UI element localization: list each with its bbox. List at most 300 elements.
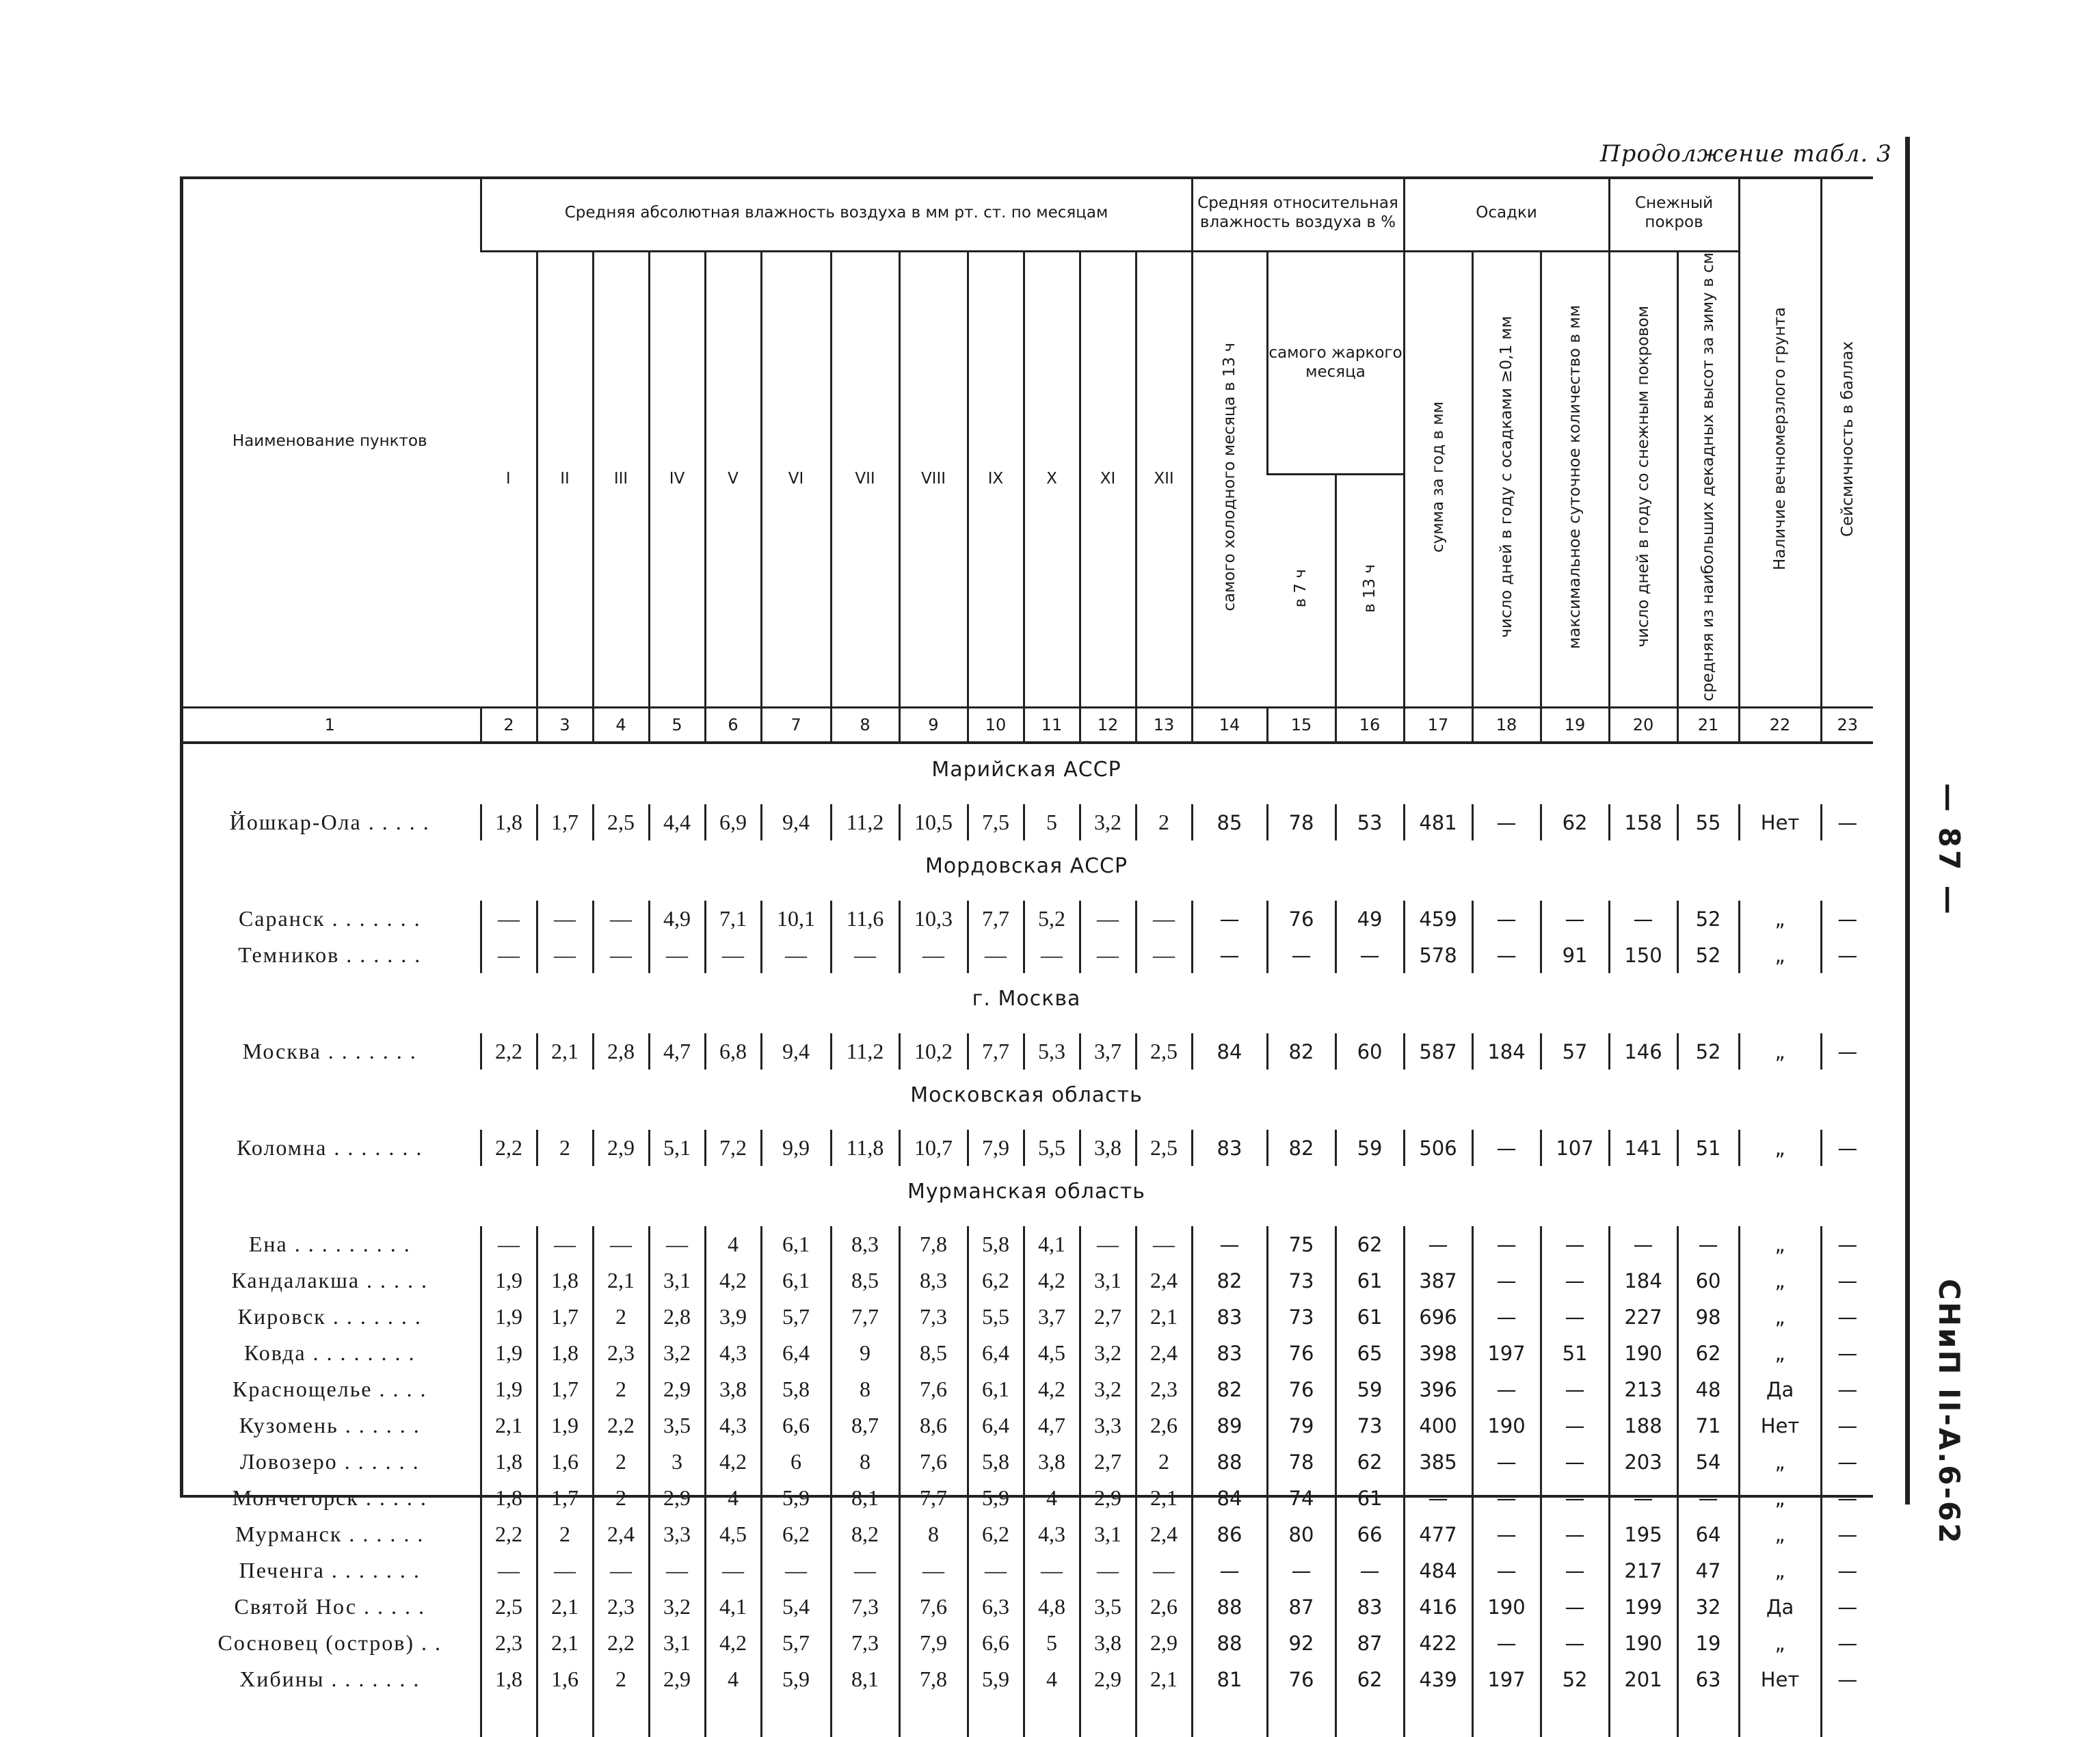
empty-cell <box>537 1697 593 1737</box>
table-cell: 1,8 <box>481 1444 537 1480</box>
empty-cell <box>649 1697 705 1737</box>
section-spacer <box>180 1217 1873 1226</box>
table-cell: 3,2 <box>1080 1371 1136 1407</box>
table-cell: 73 <box>1335 1407 1404 1444</box>
table-cell: 76 <box>1267 1661 1335 1697</box>
table-row <box>180 937 1873 973</box>
header-month: II <box>537 252 593 708</box>
table-cell: 4 <box>705 1480 761 1516</box>
table-cell: 4,3 <box>705 1335 761 1371</box>
table-cell: — <box>1821 1444 1873 1480</box>
table-row <box>180 1589 1873 1625</box>
table-cell: 1,7 <box>537 1299 593 1335</box>
header-month: X <box>1024 252 1080 708</box>
table-cell: „ <box>1739 1516 1821 1552</box>
table-cell: — <box>481 901 537 937</box>
table-cell: 63 <box>1677 1661 1739 1697</box>
table-cell: 141 <box>1609 1130 1677 1166</box>
table-cell: — <box>1404 1480 1472 1516</box>
table-cell: 2 <box>593 1661 649 1697</box>
column-number: 2 <box>481 708 537 743</box>
table-cell: 6,3 <box>968 1589 1024 1625</box>
table-row <box>180 1552 1873 1589</box>
table-cell: 83 <box>1335 1589 1404 1625</box>
table-cell: 7,7 <box>968 901 1024 937</box>
table-cell: 2,5 <box>1136 1130 1192 1166</box>
table-cell: 3,8 <box>1080 1625 1136 1661</box>
table-cell: 7,7 <box>968 1033 1024 1070</box>
empty-cell <box>593 1697 649 1737</box>
table-cell: 7,8 <box>899 1226 968 1262</box>
table-cell: — <box>1677 1226 1739 1262</box>
table-cell: 3,2 <box>1080 1335 1136 1371</box>
table-cell: 4 <box>705 1226 761 1262</box>
table-cell: 7,7 <box>831 1299 899 1335</box>
table-cell: 3,1 <box>649 1625 705 1661</box>
table-cell: — <box>481 1226 537 1262</box>
table-cell: — <box>481 1552 537 1589</box>
table-cell: 422 <box>1404 1625 1472 1661</box>
table-cell: „ <box>1739 1480 1821 1516</box>
table-cell: 5,5 <box>968 1299 1024 1335</box>
table-cell: 195 <box>1609 1516 1677 1552</box>
table-cell: 10,3 <box>899 901 968 937</box>
table-cell: 158 <box>1609 804 1677 840</box>
table-cell: 7,6 <box>899 1444 968 1480</box>
table-cell: 86 <box>1192 1516 1267 1552</box>
table-cell: 6,2 <box>968 1262 1024 1299</box>
table-row <box>180 1226 1873 1262</box>
column-number: 20 <box>1609 708 1677 743</box>
table-cell: 51 <box>1677 1130 1739 1166</box>
table-cell: 84 <box>1192 1033 1267 1070</box>
table-cell: 188 <box>1609 1407 1677 1444</box>
table-cell: 1,8 <box>481 804 537 840</box>
table-left-rule <box>180 176 183 1496</box>
table-cell: — <box>1024 937 1080 973</box>
table-cell: 6 <box>761 1444 831 1480</box>
table-cell: 6,9 <box>705 804 761 840</box>
table-cell: 10,5 <box>899 804 968 840</box>
table-cell: 2,8 <box>649 1299 705 1335</box>
table-cell: 5,3 <box>1024 1033 1080 1070</box>
table-cell: 184 <box>1609 1262 1677 1299</box>
table-cell: 8,7 <box>831 1407 899 1444</box>
section-title: Московская область <box>910 1083 1143 1107</box>
table-cell: 75 <box>1267 1226 1335 1262</box>
table-cell: 54 <box>1677 1444 1739 1480</box>
table-cell: — <box>1609 901 1677 937</box>
table-cell: 3,8 <box>1080 1130 1136 1166</box>
table-cell: 696 <box>1404 1299 1472 1335</box>
table-cell: — <box>1541 1407 1609 1444</box>
table-body <box>180 743 1873 1737</box>
table-cell: 2,2 <box>481 1033 537 1070</box>
table-cell: 3,5 <box>649 1407 705 1444</box>
table-cell: 578 <box>1404 937 1472 973</box>
empty-cell <box>761 1697 831 1737</box>
table-cell: 4,3 <box>1024 1516 1080 1552</box>
table-cell: — <box>593 1226 649 1262</box>
table-cell: „ <box>1739 1335 1821 1371</box>
table-cell: 5,8 <box>761 1371 831 1407</box>
table-cell: 1,8 <box>537 1335 593 1371</box>
table-cell: 8 <box>831 1371 899 1407</box>
table-cell: 8,1 <box>831 1661 899 1697</box>
table-cell: 78 <box>1267 804 1335 840</box>
section-title: Мурманская область <box>907 1179 1145 1204</box>
section-spacer <box>180 891 1873 901</box>
table-cell: 78 <box>1267 1444 1335 1480</box>
table-cell: — <box>537 1552 593 1589</box>
table-cell: 10,1 <box>761 901 831 937</box>
table-cell: 82 <box>1192 1371 1267 1407</box>
header-month: I <box>481 252 537 708</box>
table-cell: — <box>1472 1299 1541 1335</box>
table-cell: — <box>1821 937 1873 973</box>
table-cell: 3,5 <box>1080 1589 1136 1625</box>
header-abs-humidity: Средняя абсолютная влажность воздуха в мм рт. ст. по месяцам <box>481 176 1192 252</box>
table-cell: 184 <box>1472 1033 1541 1070</box>
table-cell: Нет <box>1739 1407 1821 1444</box>
column-number: 15 <box>1267 708 1335 743</box>
table-cell: 2,2 <box>593 1407 649 1444</box>
table-cell: Нет <box>1739 1661 1821 1697</box>
header-precip-max: максимальное суточное количество в мм <box>1541 252 1609 708</box>
table-cell: 2 <box>593 1371 649 1407</box>
table-cell: 5,8 <box>968 1444 1024 1480</box>
table-cell: 4,5 <box>705 1516 761 1552</box>
table-cell: — <box>1136 937 1192 973</box>
table-cell: — <box>1821 1226 1873 1262</box>
table-cell: 2,5 <box>593 804 649 840</box>
table-cell: 6,8 <box>705 1033 761 1070</box>
table-cell: 98 <box>1677 1299 1739 1335</box>
table-cell: — <box>1192 937 1267 973</box>
header-row-top <box>180 176 1873 252</box>
column-number: 14 <box>1192 708 1267 743</box>
table-cell: 2,9 <box>649 1371 705 1407</box>
table-cell: 5,7 <box>761 1299 831 1335</box>
table-row <box>180 901 1873 937</box>
table-cell: 439 <box>1404 1661 1472 1697</box>
table-cell: — <box>1080 901 1136 937</box>
table-cell: — <box>1472 1480 1541 1516</box>
table-cell: 61 <box>1335 1480 1404 1516</box>
table-cell: 1,9 <box>537 1407 593 1444</box>
table-cell: „ <box>1739 1552 1821 1589</box>
table-cell: 2 <box>1136 1444 1192 1480</box>
column-number-row <box>180 708 1873 743</box>
table-cell: 416 <box>1404 1589 1472 1625</box>
header-permafrost: Наличие вечномерзлого грунта <box>1739 176 1821 708</box>
table-cell: 9,4 <box>761 804 831 840</box>
table-cell: 59 <box>1335 1371 1404 1407</box>
table-cell: — <box>1472 901 1541 937</box>
table-cell: 190 <box>1472 1407 1541 1444</box>
section-header-row <box>180 973 1873 1024</box>
header-name: Наименование пунктов <box>180 176 481 708</box>
table-cell: — <box>1472 1552 1541 1589</box>
table-cell: 7,1 <box>705 901 761 937</box>
table-cell: 1,7 <box>537 1371 593 1407</box>
table-cell: 4,2 <box>705 1262 761 1299</box>
table-cell: 477 <box>1404 1516 1472 1552</box>
table-cell: — <box>1136 901 1192 937</box>
empty-cell <box>968 1697 1024 1737</box>
header-at-13h: в 13 ч <box>1335 475 1404 708</box>
column-number: 18 <box>1472 708 1541 743</box>
table-cell: 87 <box>1335 1625 1404 1661</box>
page-spine-rule <box>1905 137 1910 1504</box>
table-row <box>180 1516 1873 1552</box>
table-cell: — <box>1192 901 1267 937</box>
table-cell: Да <box>1739 1589 1821 1625</box>
table-cell: 8,2 <box>831 1516 899 1552</box>
table-cell: 55 <box>1677 804 1739 840</box>
column-number: 5 <box>649 708 705 743</box>
table-cell: 91 <box>1541 937 1609 973</box>
column-number: 1 <box>180 708 481 743</box>
table-cell: — <box>649 1226 705 1262</box>
spacer-cell <box>180 795 1873 804</box>
table-cell: 3,2 <box>649 1335 705 1371</box>
column-number: 7 <box>761 708 831 743</box>
table-cell: 7,3 <box>831 1589 899 1625</box>
table-cell: 2,4 <box>1136 1262 1192 1299</box>
table-cell: 7,9 <box>968 1130 1024 1166</box>
empty-cell <box>1192 1697 1267 1737</box>
table-cell: — <box>1080 1552 1136 1589</box>
table-top-rule <box>180 176 1873 179</box>
table-cell: — <box>705 937 761 973</box>
table-cell: 8,6 <box>899 1407 968 1444</box>
table-cell: — <box>1821 1407 1873 1444</box>
table-cell: 150 <box>1609 937 1677 973</box>
table-cell: 11,6 <box>831 901 899 937</box>
station-name: Ена . . . . . . . . . <box>248 1232 411 1257</box>
table-cell: — <box>1821 1552 1873 1589</box>
table-cell: 85 <box>1192 804 1267 840</box>
table-cell: 2,3 <box>593 1589 649 1625</box>
table-cell: 396 <box>1404 1371 1472 1407</box>
table-row <box>180 804 1873 840</box>
table-cell: 7,6 <box>899 1589 968 1625</box>
section-spacer <box>180 1120 1873 1130</box>
table-cell: 4,9 <box>649 901 705 937</box>
empty-cell <box>899 1697 968 1737</box>
table-cell: 64 <box>1677 1516 1739 1552</box>
station-name: Коломна . . . . . . . <box>237 1135 423 1161</box>
table-cell: — <box>899 1552 968 1589</box>
table-cell: 3 <box>649 1444 705 1480</box>
table-cell: 1,7 <box>537 804 593 840</box>
empty-cell <box>1267 1697 1335 1737</box>
table-cell: — <box>593 901 649 937</box>
table-cell: 5,5 <box>1024 1130 1080 1166</box>
table-cell: 60 <box>1677 1262 1739 1299</box>
table-cell: 2,1 <box>1136 1661 1192 1697</box>
empty-cell <box>1080 1697 1136 1737</box>
table-cell: 5,4 <box>761 1589 831 1625</box>
table-cell: 52 <box>1677 1033 1739 1070</box>
table-cell: 2,1 <box>481 1407 537 1444</box>
table-cell: 2 <box>593 1444 649 1480</box>
table-cell: — <box>1024 1552 1080 1589</box>
table-cell: 1,9 <box>481 1262 537 1299</box>
table-cell: 51 <box>1541 1335 1609 1371</box>
header-month: III <box>593 252 649 708</box>
header-month: XI <box>1080 252 1136 708</box>
table-cell: — <box>1609 1480 1677 1516</box>
table-cell: 2,9 <box>649 1661 705 1697</box>
table-cell: 7,2 <box>705 1130 761 1166</box>
table-cell: — <box>1136 1552 1192 1589</box>
table-cell: 32 <box>1677 1589 1739 1625</box>
table-cell: „ <box>1739 1226 1821 1262</box>
table-cell: 79 <box>1267 1407 1335 1444</box>
table-cell: 4,3 <box>705 1407 761 1444</box>
header-month: V <box>705 252 761 708</box>
table-cell: 2 <box>593 1299 649 1335</box>
table-cell: 2,1 <box>537 1033 593 1070</box>
empty-cell <box>1472 1697 1541 1737</box>
table-cell: — <box>1472 1226 1541 1262</box>
table-cell: 3,1 <box>1080 1516 1136 1552</box>
table-cell: 7,8 <box>899 1661 968 1697</box>
column-number: 4 <box>593 708 649 743</box>
table-cell: „ <box>1739 937 1821 973</box>
table-cell: 5,9 <box>761 1480 831 1516</box>
header-month: IV <box>649 252 705 708</box>
table-continuation-caption: Продолжение табл. 3 <box>1600 140 1892 168</box>
table-cell: 2,7 <box>1080 1444 1136 1480</box>
table-cell: 81 <box>1192 1661 1267 1697</box>
station-name: Краснощелье . . . . <box>232 1377 427 1402</box>
table-cell: 8 <box>831 1444 899 1480</box>
table-cell: 5,1 <box>649 1130 705 1166</box>
table-cell: — <box>1080 937 1136 973</box>
table-cell: 8 <box>899 1516 968 1552</box>
table-cell: 71 <box>1677 1407 1739 1444</box>
table-cell: 88 <box>1192 1625 1267 1661</box>
table-cell: — <box>705 1552 761 1589</box>
table-cell: — <box>1541 1516 1609 1552</box>
table-cell: — <box>1080 1226 1136 1262</box>
table-cell: 3,2 <box>1080 804 1136 840</box>
table-cell: 92 <box>1267 1625 1335 1661</box>
table-cell: 4,1 <box>1024 1226 1080 1262</box>
table-cell: — <box>1821 901 1873 937</box>
table-row <box>180 1130 1873 1166</box>
table-cell: 6,1 <box>968 1371 1024 1407</box>
table-bottom-rule <box>180 1495 1873 1498</box>
spacer-cell <box>180 1024 1873 1033</box>
table-cell: 5,2 <box>1024 901 1080 937</box>
table-cell: 80 <box>1267 1516 1335 1552</box>
table-cell: 11,2 <box>831 1033 899 1070</box>
table-cell: — <box>537 901 593 937</box>
table-cell: 6,6 <box>761 1407 831 1444</box>
table-cell: 5 <box>1024 1625 1080 1661</box>
station-name: Хибины . . . . . . . <box>239 1667 421 1692</box>
empty-cell <box>1739 1697 1821 1737</box>
header-precipitation: Осадки <box>1404 176 1609 252</box>
table-cell: 2,6 <box>1136 1589 1192 1625</box>
table-cell: 7,3 <box>831 1625 899 1661</box>
table-cell: — <box>831 937 899 973</box>
table-cell: — <box>1609 1226 1677 1262</box>
table-row <box>180 1407 1873 1444</box>
table-cell: — <box>968 937 1024 973</box>
column-number: 8 <box>831 708 899 743</box>
table-cell: 82 <box>1267 1033 1335 1070</box>
table-cell: — <box>1821 1262 1873 1299</box>
station-name: Йошкар-Ола . . . . . <box>229 810 430 835</box>
table-cell: 587 <box>1404 1033 1472 1070</box>
section-spacer <box>180 795 1873 804</box>
table-cell: — <box>1136 1226 1192 1262</box>
header-month: VIII <box>899 252 968 708</box>
table-cell: — <box>649 1552 705 1589</box>
table-cell: „ <box>1739 1444 1821 1480</box>
table-cell: 2 <box>593 1480 649 1516</box>
table-cell: 2,5 <box>481 1589 537 1625</box>
table-cell: 6,4 <box>968 1407 1024 1444</box>
table-cell: Нет <box>1739 804 1821 840</box>
table-cell: 6,2 <box>968 1516 1024 1552</box>
spacer-cell <box>180 1120 1873 1130</box>
table-cell: — <box>1472 1625 1541 1661</box>
table-trailing-space <box>180 1697 1873 1737</box>
table-cell: 7,9 <box>899 1625 968 1661</box>
table-cell: 217 <box>1609 1552 1677 1589</box>
table-cell: 3,3 <box>1080 1407 1136 1444</box>
table-cell: 2,1 <box>537 1625 593 1661</box>
station-name: Святой Нос . . . . . <box>234 1594 426 1619</box>
table-cell: 2,4 <box>1136 1516 1192 1552</box>
table-cell: — <box>1541 1480 1609 1516</box>
table-cell: — <box>537 1226 593 1262</box>
table-cell: — <box>1472 804 1541 840</box>
table-cell: 87 <box>1267 1589 1335 1625</box>
table-cell: 1,9 <box>481 1371 537 1407</box>
table-cell: 76 <box>1267 1371 1335 1407</box>
column-number: 6 <box>705 708 761 743</box>
table-cell: 3,7 <box>1024 1299 1080 1335</box>
table-cell: 4,2 <box>1024 1262 1080 1299</box>
table-cell: 8,1 <box>831 1480 899 1516</box>
table-cell: 2,2 <box>593 1625 649 1661</box>
station-name: Темников . . . . . . <box>238 942 422 968</box>
table-cell: 6,4 <box>968 1335 1024 1371</box>
station-name: Сосновец (остров) . . <box>217 1630 442 1656</box>
table-cell: 107 <box>1541 1130 1609 1166</box>
table-cell: 8,3 <box>831 1226 899 1262</box>
table-cell: 57 <box>1541 1033 1609 1070</box>
empty-cell <box>481 1697 537 1737</box>
empty-cell <box>1821 1697 1873 1737</box>
table-cell: — <box>1541 1444 1609 1480</box>
header-seismic: Сейсмичность в баллах <box>1821 176 1873 708</box>
table-cell: 76 <box>1267 901 1335 937</box>
table-cell: 2,3 <box>593 1335 649 1371</box>
table-cell: 73 <box>1267 1262 1335 1299</box>
table-cell: 7,3 <box>899 1299 968 1335</box>
table-cell: 62 <box>1335 1661 1404 1697</box>
empty-cell <box>180 1697 481 1737</box>
table-cell: 60 <box>1335 1033 1404 1070</box>
